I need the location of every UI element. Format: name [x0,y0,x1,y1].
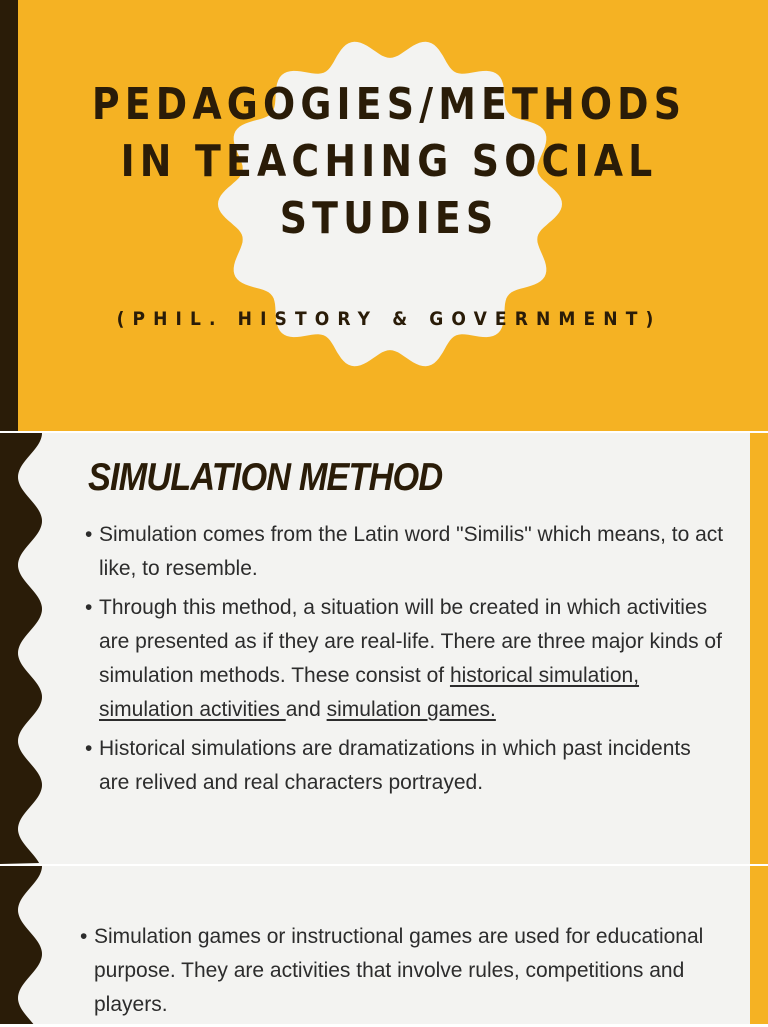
bullet-icon: • [85,737,93,760]
title-slide [0,0,768,431]
wavy-left-border [0,433,60,864]
slide-title: PEDAGOGIES/METHODS IN TEACHING SOCIAL STUDIES [91,79,687,244]
link-simulation-games[interactable]: simulation games. [326,698,496,721]
wavy-left-border [0,866,60,1024]
list-item: • Historical simulations are dramatizations in which past incidents are relived and real characters portrayed. [85,732,725,800]
right-accent-bar [750,433,768,864]
bullet-icon: • [85,523,93,546]
list-item: • Simulation comes from the Latin word "Similis" which means, to act like, to resemble. [85,518,725,586]
bullet-list [80,920,720,1027]
slide-subtitle: (PHIL. HISTORY & GOVERNMENT) [116,308,662,330]
bullet-icon: • [85,596,93,619]
slide-heading: SIMULATION METHOD [88,456,443,499]
bullet-list [85,518,725,805]
list-item: • Simulation games or instructional games are used for educational purpose. They are activities that involve rules, competitions and players. [80,920,720,1022]
list-item: • Through this method, a situation will be created in which activities are presented as if they are real-life. There are three major kinds of simulation methods. These consist of historical simulation, simulation activities and simulation games. [85,591,725,727]
right-accent-bar [750,866,768,1024]
bullet-icon: • [80,925,88,948]
left-accent-bar [0,0,18,431]
link-historical-simulation[interactable]: historical simulation, simulation activities [99,664,640,721]
